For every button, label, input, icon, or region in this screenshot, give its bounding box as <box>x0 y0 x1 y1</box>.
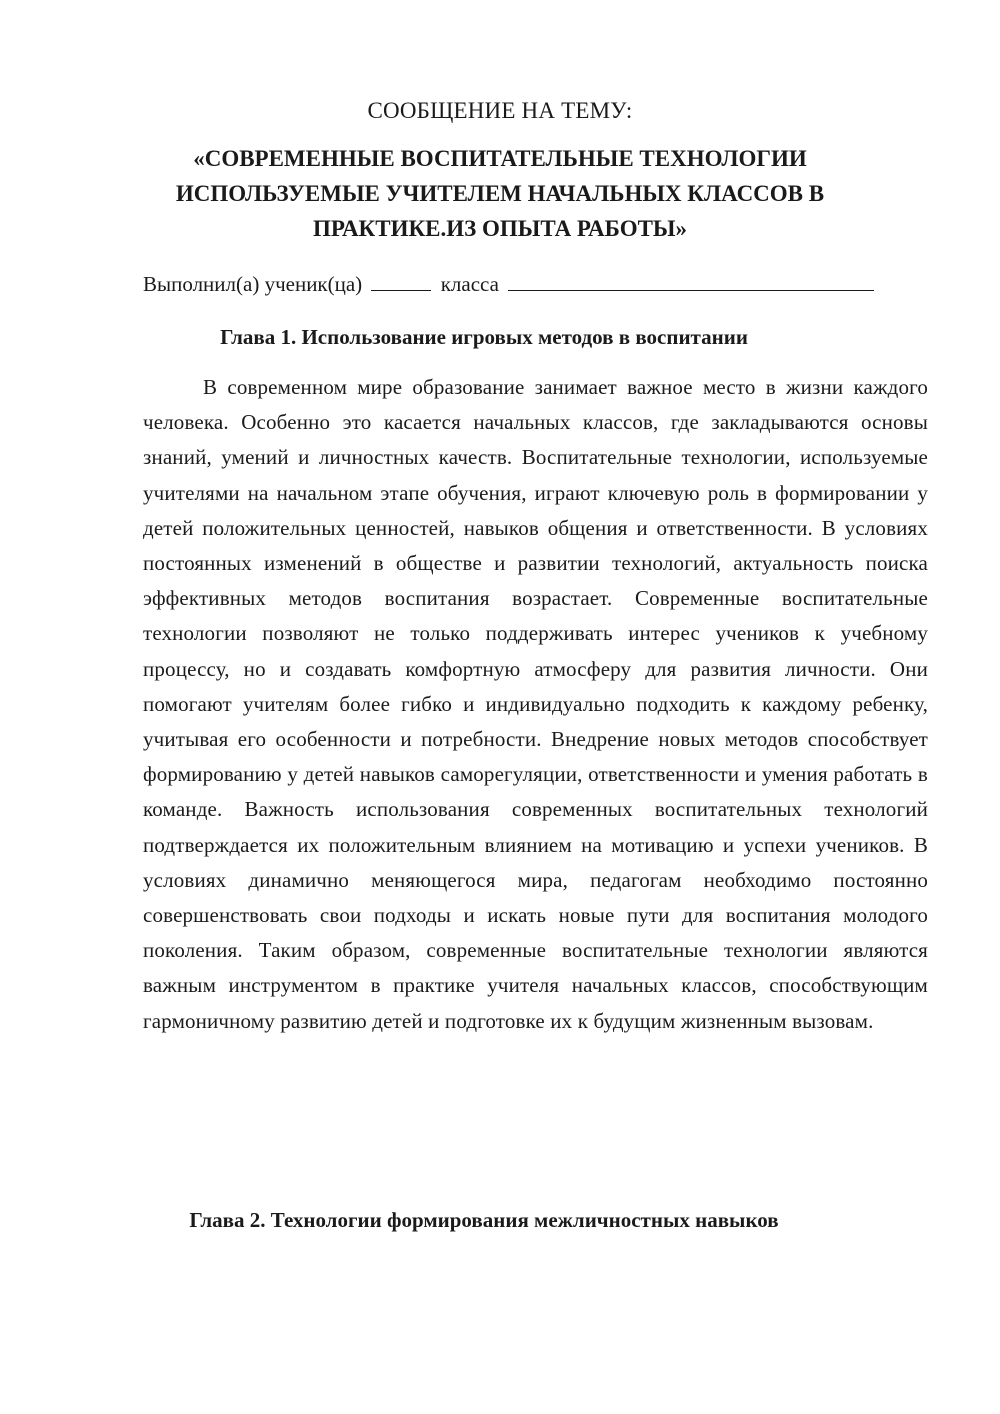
document-title-line: «СОВРЕМЕННЫЕ ВОСПИТАТЕЛЬНЫЕ ТЕХНОЛОГИИ <box>193 146 807 171</box>
performer-label: Выполнил(а) ученик(ца) <box>143 272 363 296</box>
chapter-1-heading: Глава 1. Использование игровых методов в воспитании <box>220 325 748 349</box>
class-number-blank <box>371 270 431 291</box>
document-title-line: ПРАКТИКЕ.ИЗ ОПЫТА РАБОТЫ» <box>312 216 688 241</box>
document-title <box>120 141 880 246</box>
chapter-2-heading: Глава 2. Технологии формирования межличностных навыков <box>189 1208 779 1232</box>
class-label: класса <box>440 272 499 296</box>
document-type-line: СООБЩЕНИЕ НА ТЕМУ: <box>367 98 633 123</box>
document-title-line: ИСПОЛЬЗУЕМЫЕ УЧИТЕЛЕМ НАЧАЛЬНЫХ КЛАССОВ В <box>175 181 825 206</box>
author-line <box>143 269 933 299</box>
chapter-1-paragraph: В современном мире образование занимает важное место в жизни каждого человека. Особенно это касается начальных классов, где закладываются основы знаний, умений и личностных качеств. Воспитательные технологии, используемые учителями на начальном этапе обучения, играют ключевую роль в формировании у детей положительных ценностей, навыков общения и ответственности. В условиях постоянных изменений в обществе и развитии технологий, актуальность поиска эффективных методов воспитания возрастает. Современные воспитательные технологии позволяют не только поддерживать интерес учеников к учебному процессу, но и создавать комфортную атмосферу для развития личности. Они помогают учителям более гибко и индивидуально подходить к каждому ребенку, учитывая его особенности и потребности. Внедрение новых методов способствует формированию у детей навыков саморегуляции, ответственности и умения работать в команде. Важность использования современных воспитательных технологий подтверждается их положительным влиянием на мотивацию и успехи учеников. В условиях динамично меняющегося мира, педагогам необходимо постоянно совершенствовать свои подходы и искать новые пути для воспитания молодого поколения. Таким образом, современные воспитательные технологии являются важным инструментом в практике учителя начальных классов, способствующим гармоничному развитию детей и подготовке их к будущим жизненным вызовам. <box>143 375 928 1033</box>
class-name-blank <box>508 270 874 291</box>
